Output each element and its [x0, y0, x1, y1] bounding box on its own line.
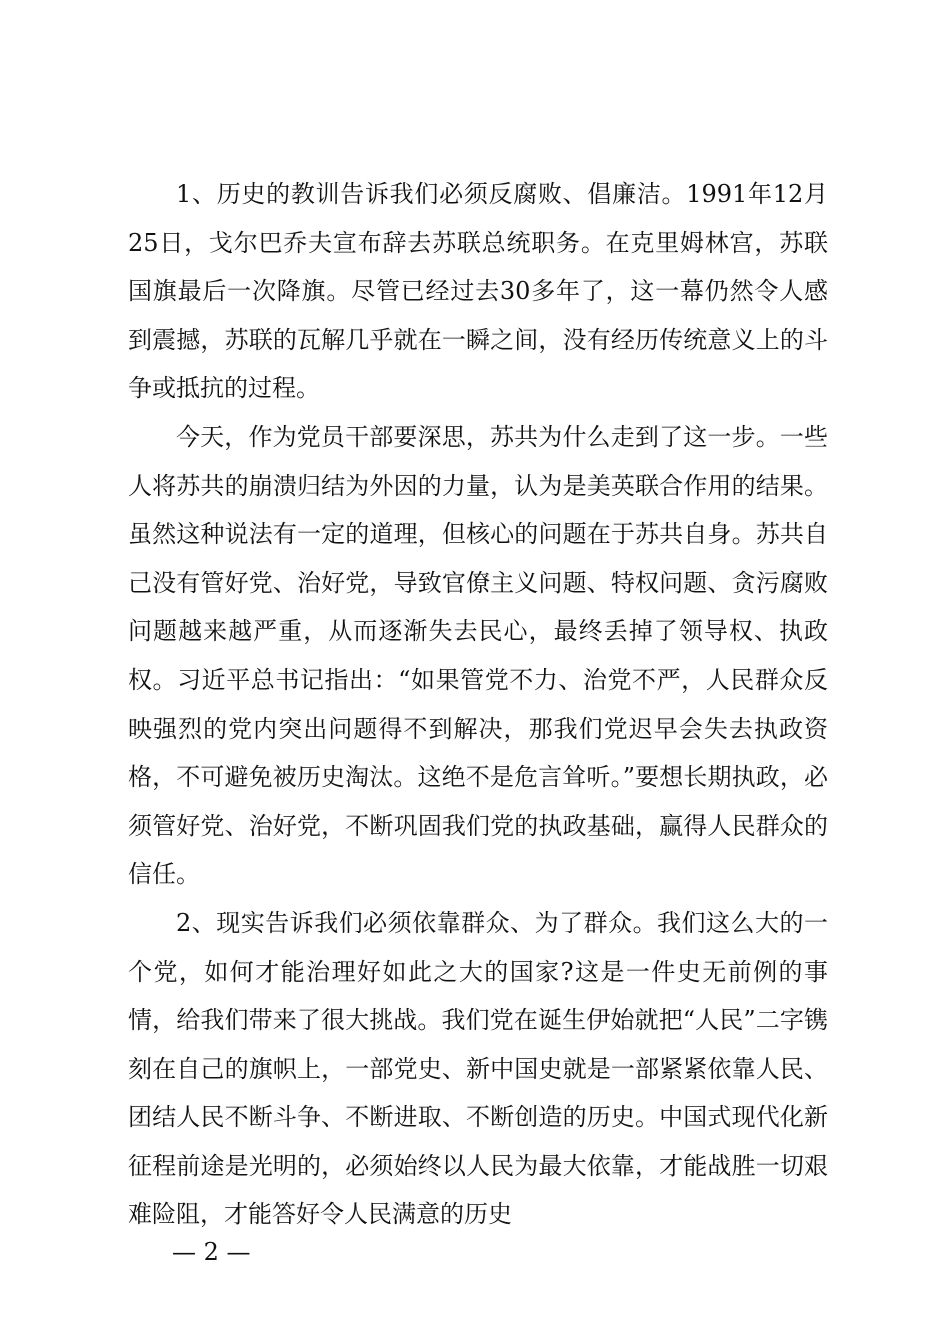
document-body — [128, 170, 828, 1239]
page-number: — 2 — — [172, 1238, 251, 1266]
paragraph-3: 2、现实告诉我们必须依靠群众、为了群众。我们这么大的一个党，如何才能治理好如此之大的国家?这是一件史无前例的事情，给我们带来了很大挑战。我们党在诞生伊始就把“人民”二字镌刻在自己的旗帜上，一部党史、新中国史就是一部紧紧依靠人民、团结人民不断斗争、不断进取、不断创造的历史。中国式现代化新征程前途是光明的，必须始终以人民为最大依靠，才能战胜一切艰难险阻，才能答好令人民满意的历史 — [128, 908, 828, 1229]
paragraph-2: 今天，作为党员干部要深思，苏共为什么走到了这一步。一些人将苏共的崩溃归结为外因的力量，认为是美英联合作用的结果。虽然这种说法有一定的道理，但核心的问题在于苏共自身。苏共自己没有管好党、治好党，导致官僚主义问题、特权问题、贪污腐败问题越来越严重，从而逐渐失去民心，最终丢掉了领导权、执政权。习近平总书记指出：“如果管党不力、治党不严，人民群众反映强烈的党内突出问题得不到解决，那我们党迟早会失去执政资格，不可避免被历史淘汰。这绝不是危言耸听。”要想长期执政，必须管好党、治好党，不断巩固我们党的执政基础，赢得人民群众的信任。 — [128, 422, 828, 889]
paragraph-1: 1、历史的教训告诉我们必须反腐败、倡廉洁。1991年12月25日，戈尔巴乔夫宣布辞去苏联总统职务。在克里姆林宫，苏联国旗最后一次降旗。尽管已经过去30多年了，这一幕仍然令人感到震撼，苏联的瓦解几乎就在一瞬之间，没有经历传统意义上的斗争或抵抗的过程。 — [128, 180, 828, 403]
